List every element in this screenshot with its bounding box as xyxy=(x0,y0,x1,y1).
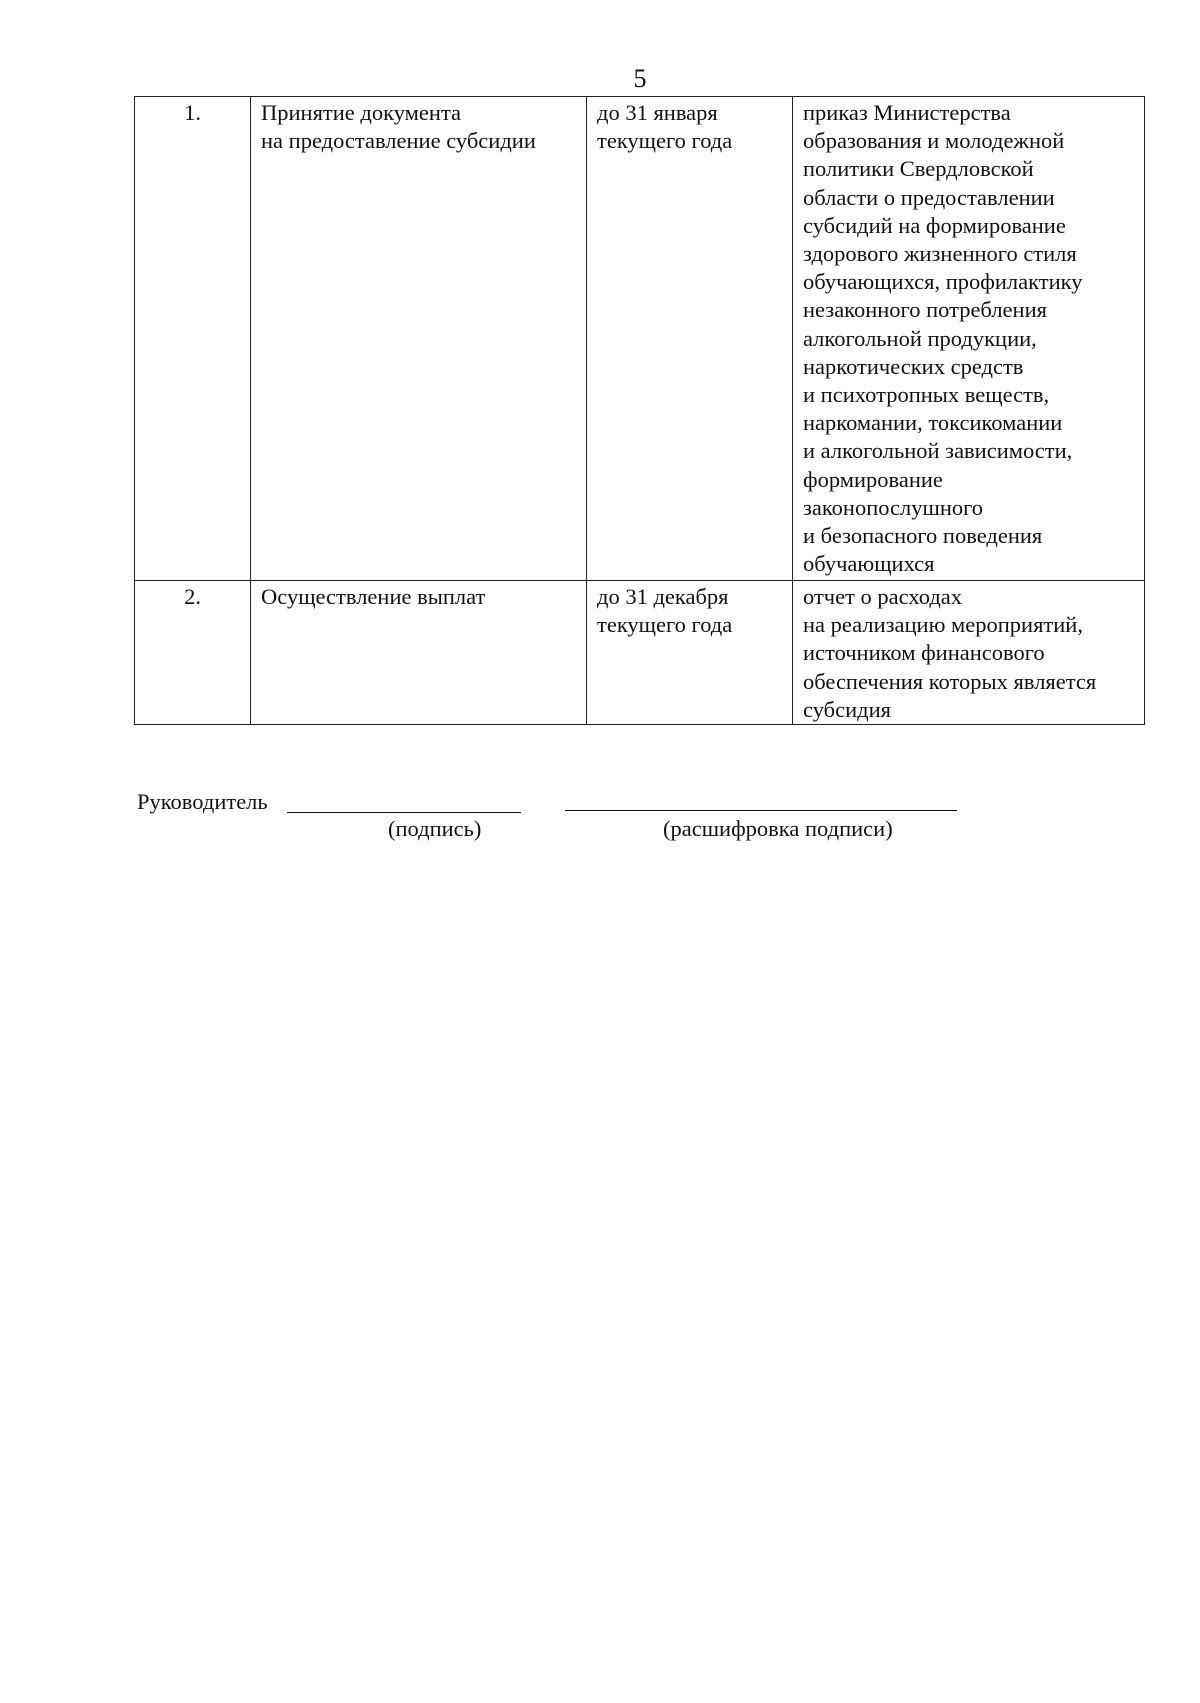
schedule-table xyxy=(134,96,1145,725)
action-cell xyxy=(251,97,587,581)
cell-line: субсидий на формирование xyxy=(803,212,1066,238)
row-number-cell: 1. xyxy=(135,97,251,581)
action-cell xyxy=(251,581,587,725)
cell-line: на предоставление субсидии xyxy=(261,128,536,154)
cell-line: обучающихся, профилактику xyxy=(803,269,1083,295)
cell-line: законопослушного xyxy=(803,494,984,520)
cell-line: образования и молодежной xyxy=(803,128,1065,154)
cell-line: источником финансового xyxy=(803,640,1045,666)
signature-label: Руководитель xyxy=(137,789,268,814)
signature-line xyxy=(287,812,521,813)
document-cell xyxy=(793,97,1145,581)
cell-line: до 31 января xyxy=(597,100,718,125)
deadline-cell xyxy=(587,581,793,725)
table-row xyxy=(135,581,1145,725)
row-number-cell: 2. xyxy=(135,581,251,725)
cell-line: субсидия xyxy=(803,696,891,722)
cell-line: здорового жизненного стиля xyxy=(803,241,1077,267)
table-row xyxy=(135,97,1145,581)
cell-line: незаконного потребления xyxy=(803,297,1047,323)
cell-line: политики Свердловской xyxy=(803,156,1034,182)
cell-line: наркомании, токсикомании xyxy=(803,410,1063,436)
cell-line: и безопасного поведения xyxy=(803,523,1043,549)
signature-decryption-caption: (расшифровка подписи) xyxy=(663,816,893,841)
cell-line: формирование xyxy=(803,466,943,492)
cell-line: до 31 декабря xyxy=(597,584,729,609)
deadline-cell xyxy=(587,97,793,581)
cell-line: Осуществление выплат xyxy=(261,584,486,609)
cell-line: наркотических средств xyxy=(803,353,1024,379)
cell-line: текущего года xyxy=(597,128,733,154)
cell-line: обучающихся xyxy=(803,551,935,577)
document-cell xyxy=(793,581,1145,725)
signature-block xyxy=(137,788,957,848)
page-number: 5 xyxy=(633,64,647,93)
cell-line: алкогольной продукции, xyxy=(803,325,1037,351)
signature-caption: (подпись) xyxy=(388,816,482,841)
signature-decryption-line xyxy=(565,810,957,811)
cell-line: и алкогольной зависимости, xyxy=(803,438,1073,464)
cell-line: отчет о расходах xyxy=(803,584,963,609)
cell-line: текущего года xyxy=(597,612,733,638)
cell-line: Принятие документа xyxy=(261,100,462,125)
cell-line: обеспечения которых является xyxy=(803,668,1097,694)
cell-line: и психотропных веществ, xyxy=(803,382,1050,408)
cell-line: приказ Министерства xyxy=(803,100,1011,125)
cell-line: на реализацию мероприятий, xyxy=(803,612,1083,638)
cell-line: области о предоставлении xyxy=(803,184,1055,210)
